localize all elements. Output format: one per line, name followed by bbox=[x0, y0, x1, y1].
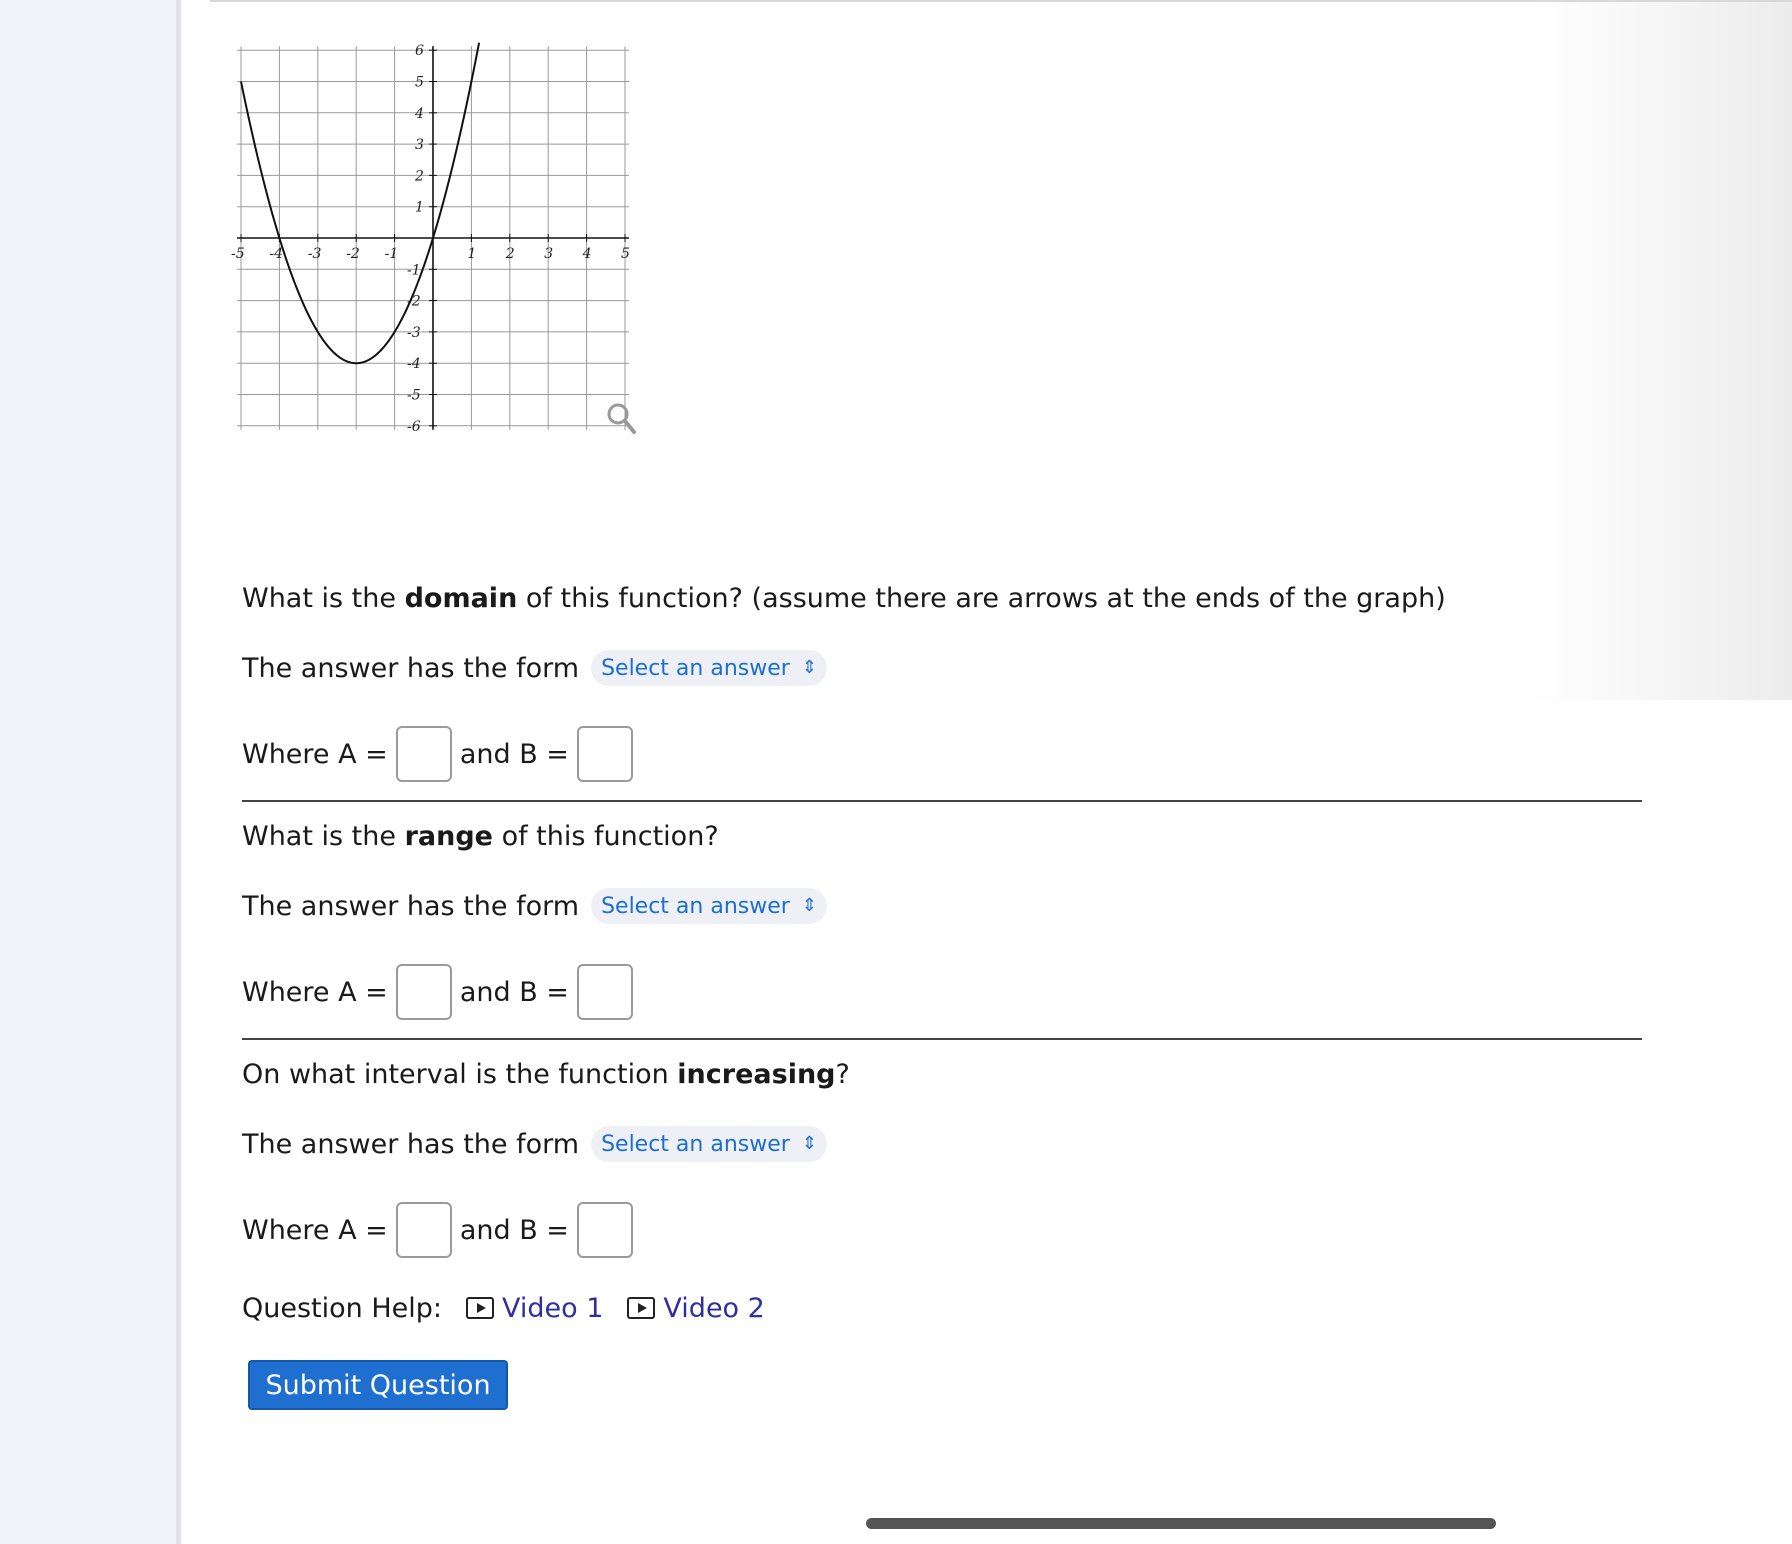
chevron-updown-icon: ⇕ bbox=[801, 1133, 817, 1154]
y-tick-label: 1 bbox=[415, 199, 424, 216]
y-tick-label: -2 bbox=[407, 293, 421, 310]
increasing-form-row bbox=[242, 1124, 1642, 1164]
y-tick-label: 2 bbox=[415, 168, 424, 185]
increasing-and-b-label: and B = bbox=[459, 1214, 569, 1246]
parabola-curve bbox=[241, 43, 479, 364]
x-tick-label: -1 bbox=[384, 246, 399, 262]
range-a-input[interactable] bbox=[396, 964, 452, 1020]
y-tick-label: -3 bbox=[407, 324, 421, 341]
function-graph bbox=[231, 34, 646, 442]
y-tick-label: -5 bbox=[407, 387, 421, 404]
question-help-row bbox=[242, 1286, 1642, 1330]
increasing-select-text: Select an answer bbox=[601, 1131, 790, 1157]
x-tick-label: -5 bbox=[231, 246, 245, 262]
range-and-b-label: and B = bbox=[459, 976, 569, 1008]
x-tick-label: 3 bbox=[544, 246, 554, 262]
domain-form-row bbox=[242, 648, 1642, 688]
range-question: What is the range of this function? bbox=[242, 821, 719, 852]
domain-a-input[interactable] bbox=[396, 726, 452, 782]
domain-and-b-label: and B = bbox=[459, 738, 569, 770]
x-tick-label: 4 bbox=[582, 246, 592, 262]
play-video-icon bbox=[466, 1297, 494, 1319]
x-tick-label: -2 bbox=[346, 246, 360, 262]
y-tick-label: -6 bbox=[407, 418, 421, 435]
domain-select-text: Select an answer bbox=[601, 655, 790, 681]
range-keyword: range bbox=[404, 821, 493, 852]
domain-b-input[interactable] bbox=[577, 726, 633, 782]
question-help-label: Question Help: bbox=[242, 1292, 442, 1324]
y-tick-label: 4 bbox=[415, 105, 424, 122]
increasing-question: On what interval is the function increasing? bbox=[242, 1059, 850, 1090]
range-b-input[interactable] bbox=[577, 964, 633, 1020]
video-2-link[interactable] bbox=[627, 1293, 764, 1324]
y-tick-label: -1 bbox=[407, 262, 421, 279]
x-tick-label: 5 bbox=[621, 246, 630, 262]
y-tick-label: 5 bbox=[415, 74, 424, 91]
submit-question-button[interactable]: Submit Question bbox=[248, 1360, 508, 1410]
graph-svg bbox=[231, 34, 646, 442]
x-tick-label: -4 bbox=[269, 246, 284, 262]
domain-ab-row bbox=[242, 724, 1642, 784]
range-form-row bbox=[242, 886, 1642, 926]
domain-where-a-label: Where A = bbox=[242, 738, 388, 770]
y-tick-label: 6 bbox=[415, 43, 424, 60]
range-form-label: The answer has the form bbox=[242, 890, 580, 922]
video-1-label: Video 1 bbox=[502, 1292, 604, 1324]
horizontal-scrollbar[interactable] bbox=[866, 1518, 1496, 1529]
increasing-keyword: increasing bbox=[677, 1059, 836, 1090]
divider bbox=[242, 1038, 1642, 1040]
x-tick-label: -3 bbox=[307, 246, 322, 262]
play-video-icon bbox=[627, 1297, 655, 1319]
video-2-label: Video 2 bbox=[663, 1292, 765, 1324]
range-form-select[interactable] bbox=[591, 888, 827, 924]
range-ab-row bbox=[242, 962, 1642, 1022]
increasing-b-input[interactable] bbox=[577, 1202, 633, 1258]
y-tick-label: -4 bbox=[407, 356, 421, 373]
domain-form-select[interactable] bbox=[591, 650, 827, 686]
range-select-text: Select an answer bbox=[601, 893, 790, 919]
x-tick-label: 2 bbox=[505, 246, 515, 262]
increasing-form-label: The answer has the form bbox=[242, 1128, 580, 1160]
chevron-updown-icon: ⇕ bbox=[801, 895, 817, 916]
domain-form-label: The answer has the form bbox=[242, 652, 580, 684]
increasing-a-input[interactable] bbox=[396, 1202, 452, 1258]
left-gutter bbox=[0, 0, 181, 1544]
chevron-updown-icon: ⇕ bbox=[801, 657, 817, 678]
increasing-ab-row bbox=[242, 1200, 1642, 1260]
range-where-a-label: Where A = bbox=[242, 976, 388, 1008]
question-content bbox=[242, 580, 1642, 1410]
divider bbox=[242, 800, 1642, 802]
top-rule bbox=[210, 0, 1792, 2]
x-tick-label: 1 bbox=[467, 246, 477, 262]
y-tick-label: 3 bbox=[415, 137, 424, 154]
increasing-form-select[interactable] bbox=[591, 1126, 827, 1162]
increasing-where-a-label: Where A = bbox=[242, 1214, 388, 1246]
domain-keyword: domain bbox=[404, 583, 518, 614]
domain-question: What is the domain of this function? (assume there are arrows at the ends of the graph) bbox=[242, 583, 1446, 614]
video-1-link[interactable] bbox=[466, 1293, 603, 1324]
magnifier-icon[interactable] bbox=[609, 405, 634, 432]
